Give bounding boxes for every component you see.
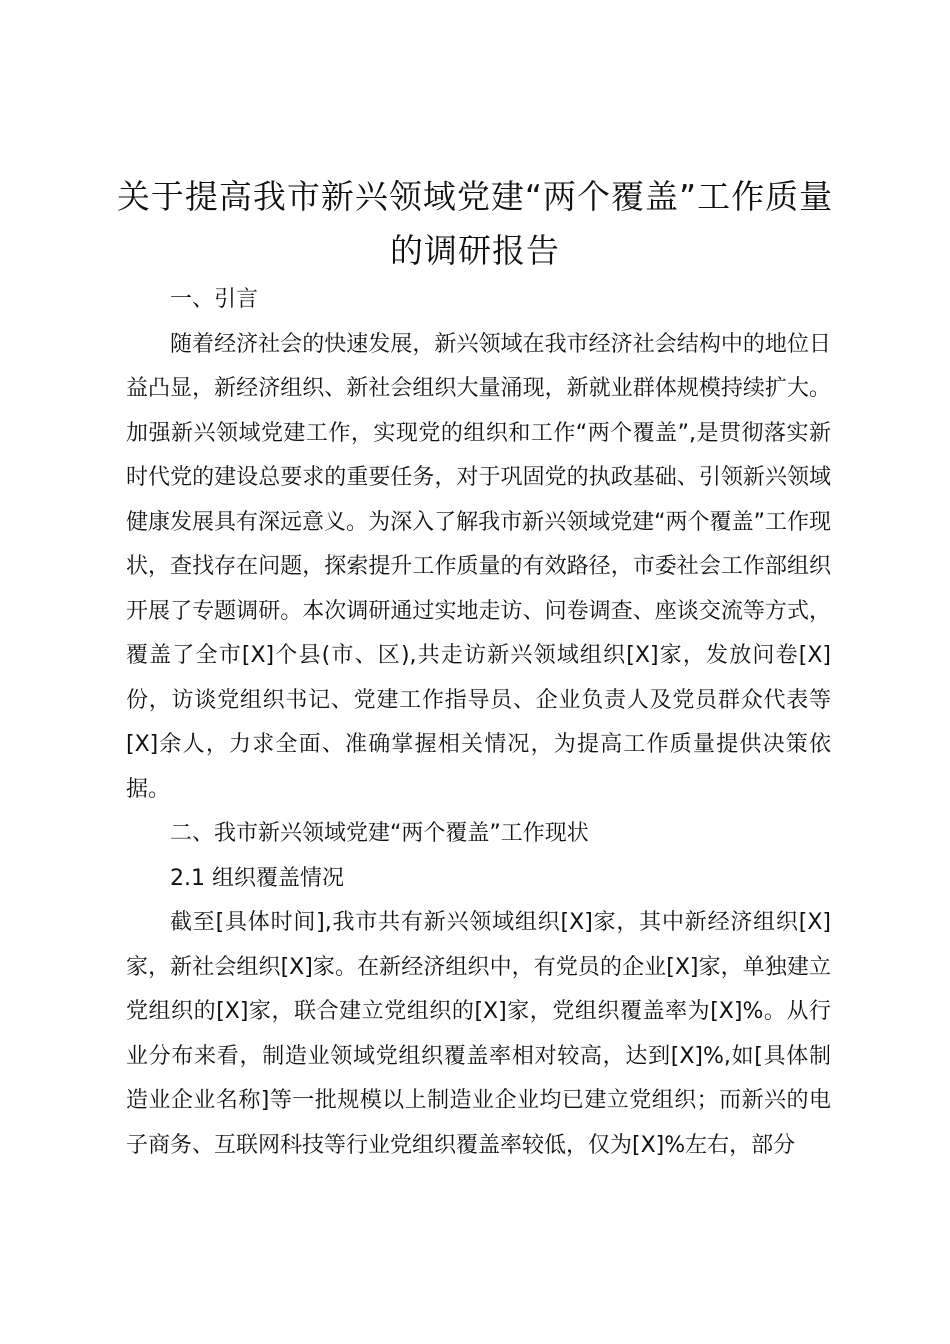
intro-paragraph: 随着经济社会的快速发展，新兴领域在我市经济社会结构中的地位日益凸显，新经济组织、新社会组织大量涌现，新就业群体规模持续扩大。加强新兴领域党建工作，实现党的组织和工作“两个覆盖”,是贯彻落实新时代党的建设总要求的重要任务，对于巩固党的执政基础、引领新兴领域健康发展具有深远意义。为深入了解我市新兴领域党建“两个覆盖”工作现状，查找存在问题，探索提升工作质量的有效路径，市委社会工作部组织开展了专题调研。本次调研通过实地走访、问卷调查、座谈交流等方式，覆盖了全市[X]个县(市、区),共走访新兴领域组织[X]家，发放问卷[X]份，访谈党组织书记、党建工作指导员、企业负责人及党员群众代表等[X]余人，力求全面、准确掌握相关情况，为提高工作质量提供决策依据。 <box>126 331 831 802</box>
section-heading-intro: 一、引言 <box>170 287 259 312</box>
org-coverage-paragraph: 截至[具体时间],我市共有新兴领域组织[X]家，其中新经济组织[X]家，新社会组织[X]家。在新经济组织中，有党员的企业[X]家，单独建立党组织的[X]家，联合建立党组织的[X]家，党组织覆盖率为[X]%。从行业分布来看，制造业领域党组织覆盖率相对较高，达到[X]%,如[具体制造业企业名称]等一批规模以上制造业企业均已建立党组织；而新兴的电子商务、互联网科技等行业党组织覆盖率较低，仅为[X]%左右，部分 <box>126 910 831 1158</box>
document-title: 关于提高我市新兴领域党建“两个覆盖”工作质量的调研报告 <box>116 177 834 270</box>
section-heading-status: 二、我市新兴领域党建“两个覆盖”工作现状 <box>170 821 589 846</box>
subsection-heading-org-coverage: 2.1 组织覆盖情况 <box>170 865 344 891</box>
document-body <box>126 278 831 1168</box>
